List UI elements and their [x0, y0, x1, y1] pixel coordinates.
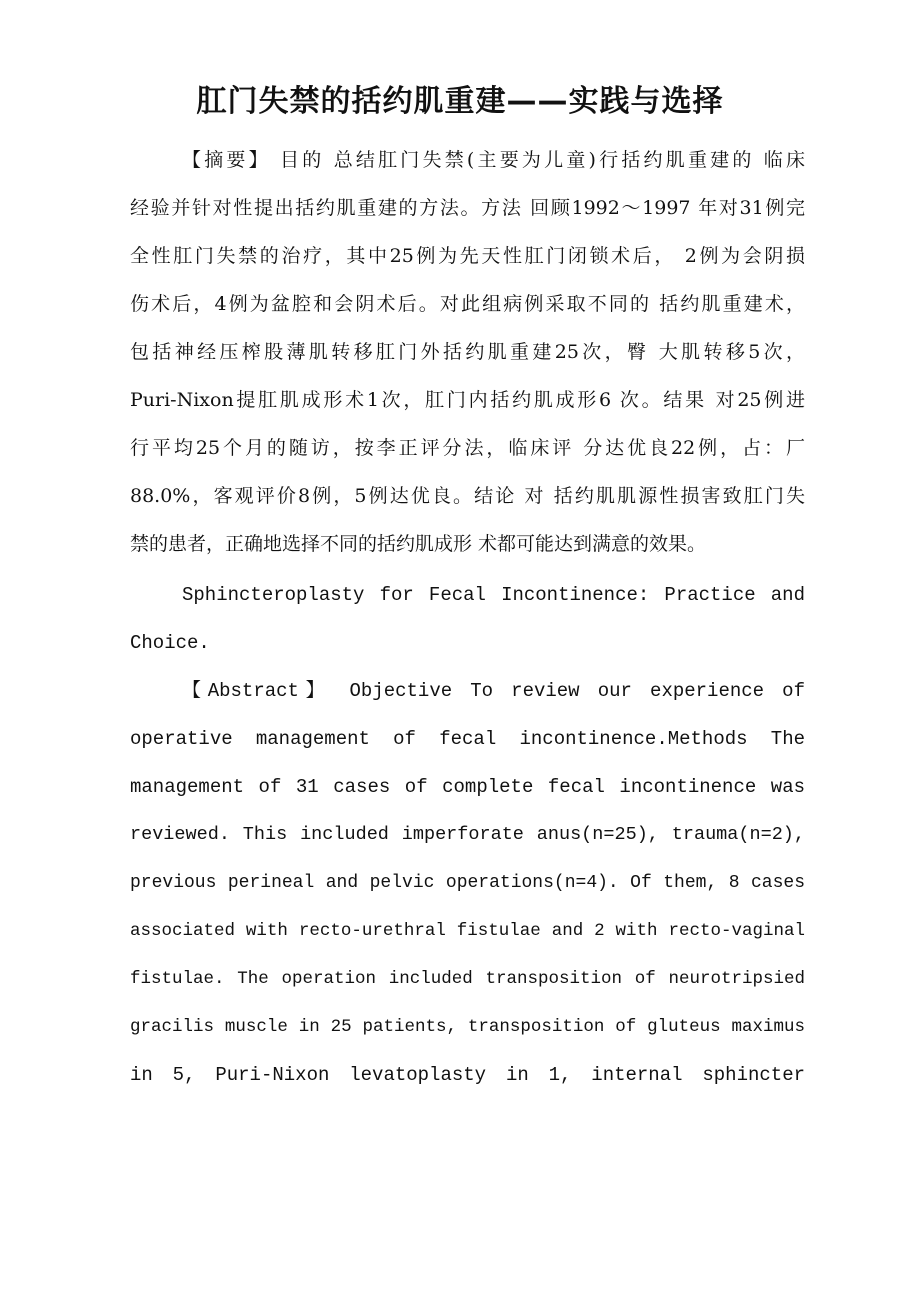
- en-abstract-line: fistulae. The operation included transposition of neurotripsied: [130, 969, 805, 989]
- zh-abstract-line: 88.0%，客观评价8例，5例达优良。结论 对 括约肌肌源性损害致肛门失: [130, 485, 805, 507]
- en-abstract-line: reviewed. This included imperforate anus(n=25), trauma(n=2),: [130, 824, 805, 845]
- english-title-line: Sphincteroplasty for Fecal Incontinence: Practice and: [182, 584, 805, 606]
- zh-abstract-line: Puri-Nixon提肛肌成形术1次，肛门内括约肌成形6 次。结果 对25例进: [130, 389, 805, 411]
- zh-abstract-line: 禁的患者，正确地选择不同的括约肌成形 术都可能达到满意的效果。: [130, 533, 707, 555]
- en-abstract-line: 【Abstract】 Objective To review our experience of: [182, 680, 805, 702]
- en-abstract-line: management of 31 cases of complete fecal incontinence was: [130, 776, 805, 798]
- english-title-line: Choice.: [130, 632, 210, 654]
- zh-abstract-line: 全性肛门失禁的治疗，其中25例为先天性肛门闭锁术后， 2例为会阴损: [130, 245, 805, 267]
- zh-abstract-line: 【摘要】 目的 总结肛门失禁(主要为儿童)行括约肌重建的 临床: [182, 149, 805, 171]
- en-abstract-line: previous perineal and pelvic operations(n=4). Of them, 8 cases: [130, 873, 805, 893]
- zh-abstract-line: 包括神经压榨股薄肌转移肛门外括约肌重建25次，臀 大肌转移5次，: [130, 341, 805, 363]
- en-abstract-line: associated with recto-urethral fistulae and 2 with recto-vaginal: [130, 921, 805, 941]
- en-abstract-line: gracilis muscle in 25 patients, transposition of gluteus maximus: [130, 1017, 805, 1037]
- zh-abstract-line: 经验并针对性提出括约肌重建的方法。方法 回顾1992～1997 年对31例完: [130, 197, 805, 219]
- en-abstract-line: operative management of fecal incontinence.Methods The: [130, 728, 805, 750]
- en-abstract-line: in 5, Puri-Nixon levatoplasty in 1, internal sphincter: [130, 1064, 805, 1086]
- paper-title: 肛门失禁的括约肌重建——实践与选择: [196, 84, 724, 119]
- zh-abstract-line: 行平均25个月的随访，按李正评分法，临床评 分达优良22例，占：厂: [130, 437, 805, 459]
- zh-abstract-line: 伤术后，4例为盆腔和会阴术后。对此组病例采取不同的 括约肌重建术，: [130, 293, 805, 315]
